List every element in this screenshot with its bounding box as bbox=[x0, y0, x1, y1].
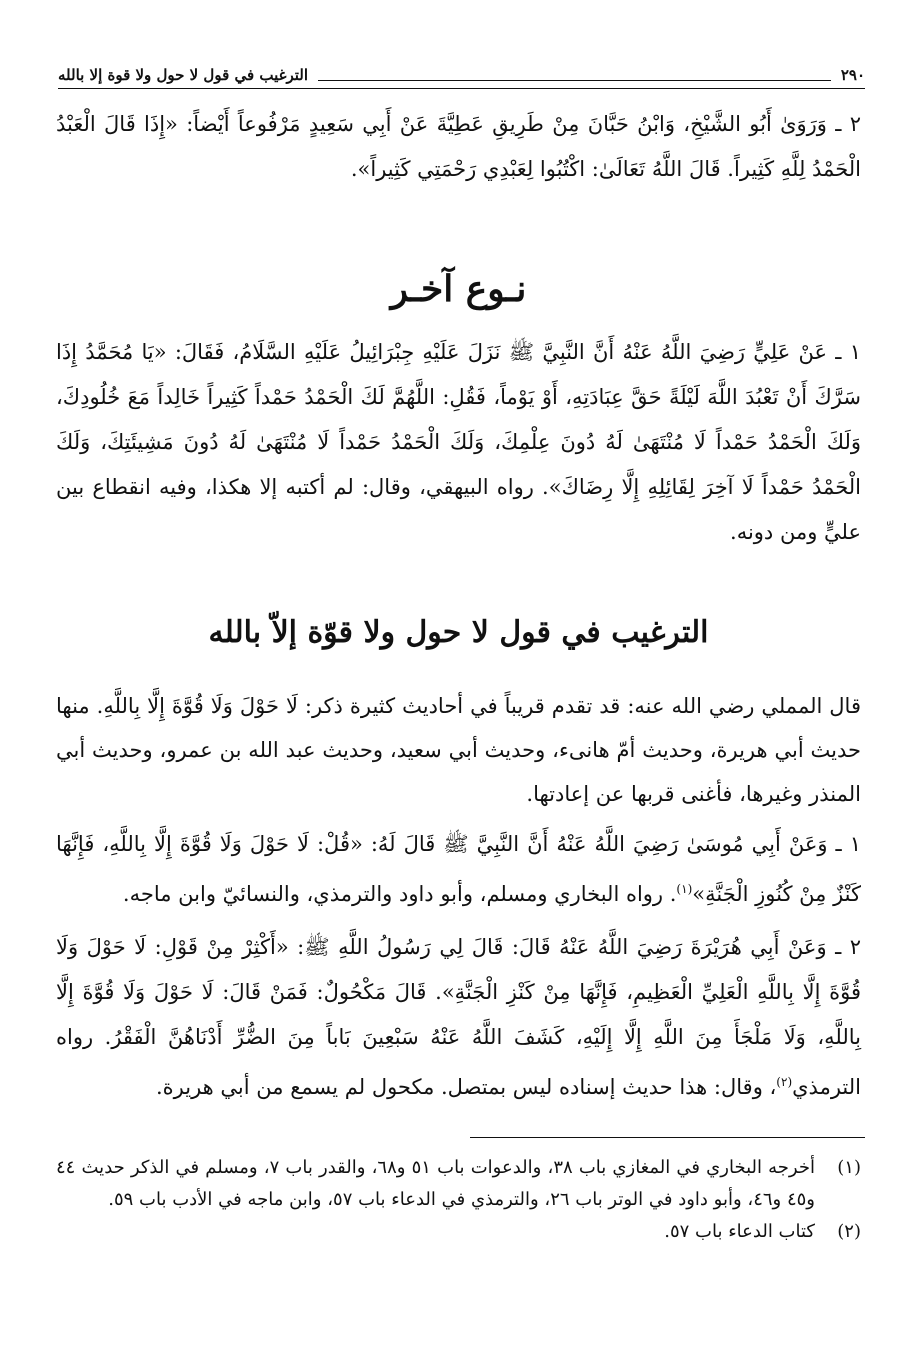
header-divider bbox=[58, 88, 865, 89]
footnotes bbox=[56, 1152, 861, 1248]
running-header bbox=[58, 60, 865, 90]
footnote-number: (٢) bbox=[837, 1221, 861, 1242]
section1-hadith-1: ١ ـ عَنْ عَلِيٍّ رَضِيَ اللَّهُ عَنْهُ أَنَّ النَّبِيَّ ﷺ نَزَلَ عَلَيْهِ جِبْرَائِيلُ عَلَيْهِ السَّلَامُ، فَقَالَ: «يَا مُحَمَّدُ إِذَا سَرَّكَ أَنْ تَعْبُدَ اللَّهَ لَيْلَةً حَقَّ عِبَادَتِهِ، أَوْ يَوْماً، فَقُلِ: اللَّهُمَّ لَكَ الْحَمْدُ حَمْداً كَثِيراً خَالِداً مَعَ خُلُودِكَ، وَلَكَ الْحَمْدُ حَمْداً لَا مُنْتَهَىٰ لَهُ دُونَ عِلْمِكَ، وَلَكَ الْحَمْدُ حَمْداً لَا مُنْتَهَىٰ لَهُ دُونَ مَشِيئَتِكَ، وَلَكَ الْحَمْدُ حَمْداً لَا آخِرَ لِقَائِلِهِ إِلَّا رِضَاكَ». رواه البيهقي، وقال: لم أكتبه إلا هكذا، وفيه انقطاع بين عليٍّ ومن دونه. bbox=[56, 340, 861, 544]
footnote-separator bbox=[470, 1137, 865, 1138]
footnote-ref: (١) bbox=[676, 882, 693, 896]
section2-hadith-1 bbox=[56, 822, 861, 917]
section-title-la-hawla: الترغيب في قول لا حول ولا قوّة إلاّ بالله bbox=[208, 615, 709, 650]
section2-intro: قال المملي رضي الله عنه: قد تقدم قريباً في أحاديث كثيرة ذكر: لَا حَوْلَ وَلَا قُوَّةَ إِلَّا بِاللَّهِ. منها حديث أبي هريرة، وحديث أمّ هانىء، وحديث أبي سعيد، وحديث عبد الله بن عمرو، وحديث أبي المنذر وغيرها، فأغنى قربها عن إعادتها. bbox=[56, 694, 861, 806]
footnote-text: أخرجه البخاري في المغازي باب ٣٨، والدعوات باب ٥١ و٦٨، والقدر باب ٧، ومسلم في الذكر حديث ٤٤ و٤٥ و٤٦، وأبو داود في الوتر باب ٢٦، والترمذي في الدعاء باب ٥٧، وابن ماجه في الأدب باب ٥٩. bbox=[56, 1157, 815, 1210]
section2-hadith-2 bbox=[56, 925, 861, 1110]
footnote-text: كتاب الدعاء باب ٥٧. bbox=[664, 1221, 815, 1242]
header-rule bbox=[318, 70, 831, 81]
section-title-naw-akhar: نـوع آخـر bbox=[390, 268, 527, 310]
page-number: ٢٩٠ bbox=[840, 66, 865, 84]
hadith-source: . رواه البخاري ومسلم، وأبو داود والترمذي، والنسائيّ وابن ماجه. bbox=[122, 882, 677, 906]
hadith-text: ٢ ـ وَعَنْ أَبِي هُرَيْرَةَ رَضِيَ اللَّهُ عَنْهُ قَالَ: قَالَ لِي رَسُولُ اللَّهِ ﷺ: «أَكْثِرْ مِنْ قَوْلِ: لَا حَوْلَ وَلَا قُوَّةَ إِلَّا بِاللَّهِ الْعَلِيِّ الْعَظِيمِ، فَإِنَّهَا مِنْ كَنْزِ الْجَنَّةِ». قَالَ مَكْحُولٌ: فَمَنْ قَالَ: لَا حَوْلَ وَلَا قُوَّةَ إِلَّا بِاللَّهِ، وَلَا مَلْجَأَ مِنَ اللَّهِ إِلَّا إِلَيْهِ، كَشَفَ اللَّهُ عَنْهُ سَبْعِينَ بَاباً مِنَ الضُّرِّ أَدْنَاهُنَّ الْفَقْرُ. رواه الترمذي bbox=[56, 935, 861, 1099]
running-title: الترغيب في قول لا حول ولا قوة إلا بالله bbox=[58, 66, 309, 84]
hadith-source: ، وقال: هذا حديث إسناده ليس بمتصل. مكحول لم يسمع من أبي هريرة. bbox=[155, 1075, 777, 1099]
top-hadith: ٢ ـ وَرَوَىٰ أَبُو الشَّيْخِ، وَابْنُ حَبَّانَ مِنْ طَرِيقِ عَطِيَّةَ عَنْ أَبِي سَعِيدٍ مَرْفُوعاً أَيْضاً: «إِذَا قَالَ الْعَبْدُ الْحَمْدُ لِلَّهِ كَثِيراً. قَالَ اللَّهُ تَعَالَىٰ: اكْتُبُوا لِعَبْدِي رَحْمَتِي كَثِيراً». bbox=[56, 112, 861, 181]
footnote-item bbox=[56, 1152, 861, 1216]
hadith-text: ١ ـ وَعَنْ أَبِي مُوسَىٰ رَضِيَ اللَّهُ عَنْهُ أَنَّ النَّبِيَّ ﷺ قَالَ لَهُ: «قُلْ: لَا حَوْلَ وَلَا قُوَّةَ إِلَّا بِاللَّهِ، فَإِنَّهَا كَنْزٌ مِنْ كُنُوزِ الْجَنَّةِ» bbox=[56, 832, 861, 906]
footnote-item bbox=[56, 1216, 861, 1248]
footnote-ref: (٢) bbox=[776, 1075, 793, 1089]
footnote-number: (١) bbox=[837, 1157, 861, 1178]
